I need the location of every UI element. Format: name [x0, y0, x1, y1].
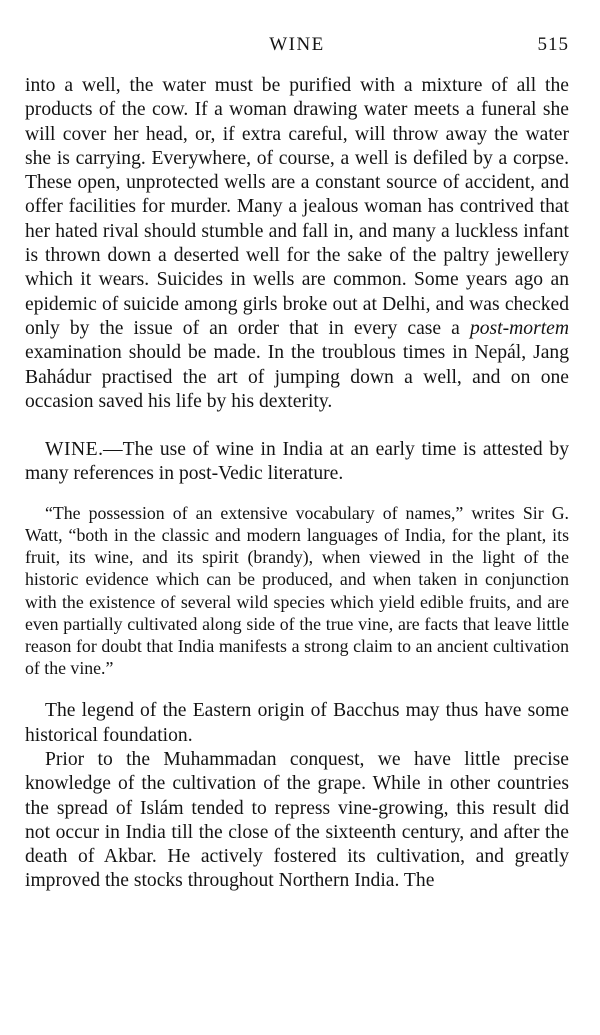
block-quote: “The possession of an extensive vocabulary of names,” writes Sir G. Watt, “both in the classic and modern languages of India, for the plant, its fruit, its wine, and its spirit (brandy), when viewed in the light of the historic evidence which can be produced, and when taken in conjunction with the existence of several wild species which yield edible fruits, and are even partially cultivated along side of the true vine, are facts that leave little reason for doubt that India manifests a strong claim to an ancient cultivation of the vine.”: [25, 502, 569, 679]
italic-term: post-mortem: [469, 317, 569, 339]
paragraph-wine-entry: [25, 438, 569, 487]
running-head: [25, 34, 569, 60]
paragraph-grape-cultivation: Prior to the Muhammadan conquest, we have little precise knowledge of the cultivation of the grape. While in other countries the spread of Islám tended to repress vine-growing, this result did not occur in India till the close of the sixteenth century, and after the death of Akbar. He actively fostered its cultivation, and greatly improved the stocks throughout Northern India. The: [25, 748, 569, 892]
entry-headword: WINE: [45, 439, 99, 461]
paragraph-bacchus: The legend of the Eastern origin of Bacchus may thus have some historical foundation.: [25, 700, 569, 746]
book-page: [25, 34, 569, 894]
paragraph-wells-text-end: examination should be made. In the troublous times in Nepál, Jang Bahádur practised the art of jumping down a well, and on one occasion saved his life by his dexterity.: [25, 342, 569, 412]
paragraph-wells-text-start: into a well, the water must be purified with a mixture of all the products of the cow. If a woman drawing water meets a funeral she will cover her head, or, if extra careful, will throw away the water she is carrying. Everywhere, of course, a well is defiled by a corpse. These open, unprotected wells are a constant source of accident, and offer facilities for murder. Many a jealous woman has contrived that her hated rival should stumble and fall in, and many a luckless infant is thrown down a deserted well for the sake of the paltry jewellery which it wears. Suicides in wells are common. Some years ago an epidemic of suicide among girls broke out at Delhi, and was checked only by the issue of an order that in every case a: [25, 75, 569, 339]
page-number: 515: [537, 34, 569, 55]
paragraph-wells: [25, 74, 569, 414]
running-head-title: WINE: [269, 34, 325, 55]
entry-text: .—The use of wine in India at an early time is attested by many references in post-Vedic literature.: [25, 439, 569, 485]
